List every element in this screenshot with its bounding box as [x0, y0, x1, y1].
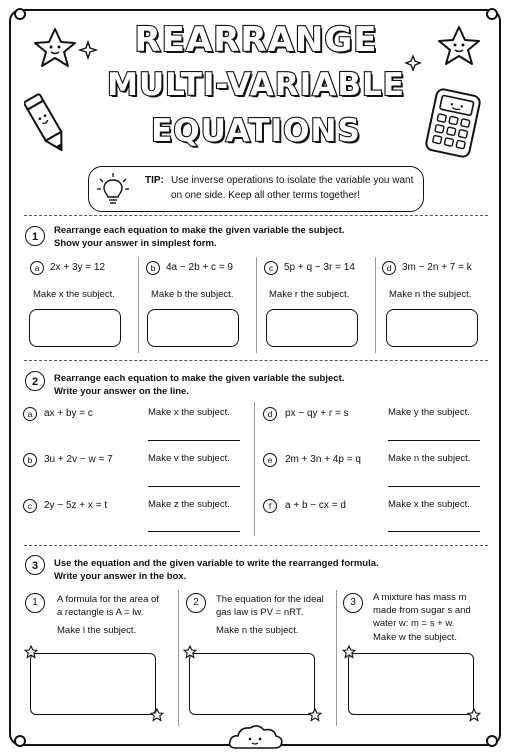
star-icon: [24, 645, 38, 659]
answer-line[interactable]: [388, 486, 480, 487]
star-icon: [342, 645, 356, 659]
equation: px − qy + r = s: [285, 408, 349, 419]
section-divider: [24, 360, 488, 361]
corner-hole: [486, 8, 498, 20]
tip-box: [88, 166, 424, 212]
section-2-instruction-1: Rearrange each equation to make the given variable the subject.: [54, 373, 345, 384]
answer-box[interactable]: [29, 309, 121, 347]
item-letter: d: [382, 261, 396, 275]
answer-box[interactable]: [348, 653, 474, 715]
equation: 2x + 3y = 12: [50, 262, 106, 273]
problem-number: 3: [343, 593, 363, 613]
item-letter: b: [146, 261, 160, 275]
column-divider: [256, 257, 257, 353]
column-divider: [336, 590, 337, 726]
problem-text-line-1: A formula for the area of: [57, 594, 159, 605]
star-icon: [150, 708, 164, 722]
section-2-instruction-2: Write your answer on the line.: [54, 386, 189, 397]
sparkle-icon: [78, 40, 98, 60]
title-line-1: REARRANGE: [134, 20, 378, 60]
item-letter: c: [23, 499, 37, 513]
section-3-instruction-1: Use the equation and the given variable to write the rearranged formula.: [54, 558, 379, 569]
lightbulb-icon: [95, 171, 131, 207]
corner-hole: [486, 735, 498, 747]
subject-instruction: Make r the subject.: [269, 289, 350, 300]
column-divider: [178, 590, 179, 726]
subject-instruction: Make n the subject.: [389, 289, 472, 300]
answer-box[interactable]: [30, 653, 156, 715]
section-divider: [24, 215, 488, 216]
column-divider: [375, 257, 376, 353]
answer-line[interactable]: [148, 486, 240, 487]
star-icon: [183, 645, 197, 659]
star-icon: [434, 24, 484, 70]
problem-text-line-3: water w: m = s + w.: [373, 618, 455, 629]
problem-text-line-2: a rectangle is A = lw.: [57, 607, 144, 618]
equation: 3m − 2n + 7 = k: [402, 262, 472, 273]
star-icon: [308, 708, 322, 722]
section-1-instruction-1: Rearrange each equation to make the given variable the subject.: [54, 225, 345, 236]
answer-box[interactable]: [189, 653, 315, 715]
equation: 3u + 2v − w = 7: [44, 454, 113, 465]
item-letter: d: [263, 407, 277, 421]
problem-number: 1: [25, 593, 45, 613]
tip-label: TIP:: [145, 175, 164, 186]
item-letter: f: [263, 499, 277, 513]
corner-hole: [14, 8, 26, 20]
title-line-3: EQUATIONS: [151, 113, 361, 149]
sparkle-icon: [404, 54, 422, 72]
subject-instruction: Make x the subject.: [33, 289, 115, 300]
subject-instruction: Make y the subject.: [388, 407, 470, 418]
problem-text-line-3: Make l the subject.: [57, 625, 137, 636]
answer-line[interactable]: [148, 531, 240, 532]
item-letter: a: [30, 261, 44, 275]
problem-text-line-4: Make w the subject.: [373, 632, 457, 643]
problem-number: 2: [186, 593, 206, 613]
section-3-instruction-2: Write your answer in the box.: [54, 571, 187, 582]
answer-line[interactable]: [388, 531, 480, 532]
title-line-2: MULTI-VARIABLE: [107, 67, 405, 103]
star-icon: [30, 26, 80, 70]
problem-text-line-1: The equation for the ideal: [216, 594, 324, 605]
star-icon: [467, 708, 481, 722]
answer-line[interactable]: [388, 440, 480, 441]
equation: 2m + 3n + 4p = q: [285, 454, 361, 465]
answer-box[interactable]: [386, 309, 478, 347]
column-divider: [254, 402, 255, 536]
subject-instruction: Make z the subject.: [148, 499, 230, 510]
section-divider: [24, 545, 488, 546]
column-divider: [138, 257, 139, 353]
tip-text-line-1: Use inverse operations to isolate the variable you want: [171, 175, 414, 186]
subject-instruction: Make b the subject.: [151, 289, 234, 300]
cloud-icon: [226, 722, 286, 752]
answer-line[interactable]: [148, 440, 240, 441]
item-letter: a: [23, 407, 37, 421]
answer-box[interactable]: [147, 309, 239, 347]
section-1-instruction-2: Show your answer in simplest form.: [54, 238, 217, 249]
section-1-number: 1: [25, 226, 45, 246]
pencil-icon: [24, 90, 70, 160]
subject-instruction: Make x the subject.: [148, 407, 230, 418]
subject-instruction: Make v the subject.: [148, 453, 230, 464]
section-2-number: 2: [25, 371, 45, 391]
subject-instruction: Make x the subject.: [388, 499, 470, 510]
equation: 2y − 5z + x = t: [44, 500, 108, 511]
answer-box[interactable]: [266, 309, 358, 347]
equation: ax + by = c: [44, 408, 93, 419]
calculator-icon: [424, 86, 482, 160]
equation: 5p + q − 3r = 14: [284, 262, 355, 273]
problem-text-line-1: A mixture has mass m: [373, 592, 467, 603]
section-3-number: 3: [25, 555, 45, 575]
equation: a + b − cx = d: [285, 500, 346, 511]
equation: 4a − 2b + c = 9: [166, 262, 233, 273]
problem-text-line-2: gas law is PV = nRT.: [216, 607, 304, 618]
tip-text-line-2: on one side. Keep all other terms together!: [171, 190, 361, 201]
problem-text-line-2: made from sugar s and: [373, 605, 471, 616]
subject-instruction: Make n the subject.: [388, 453, 471, 464]
item-letter: e: [263, 453, 277, 467]
problem-text-line-3: Make n the subject.: [216, 625, 299, 636]
corner-hole: [14, 735, 26, 747]
item-letter: b: [23, 453, 37, 467]
item-letter: c: [264, 261, 278, 275]
